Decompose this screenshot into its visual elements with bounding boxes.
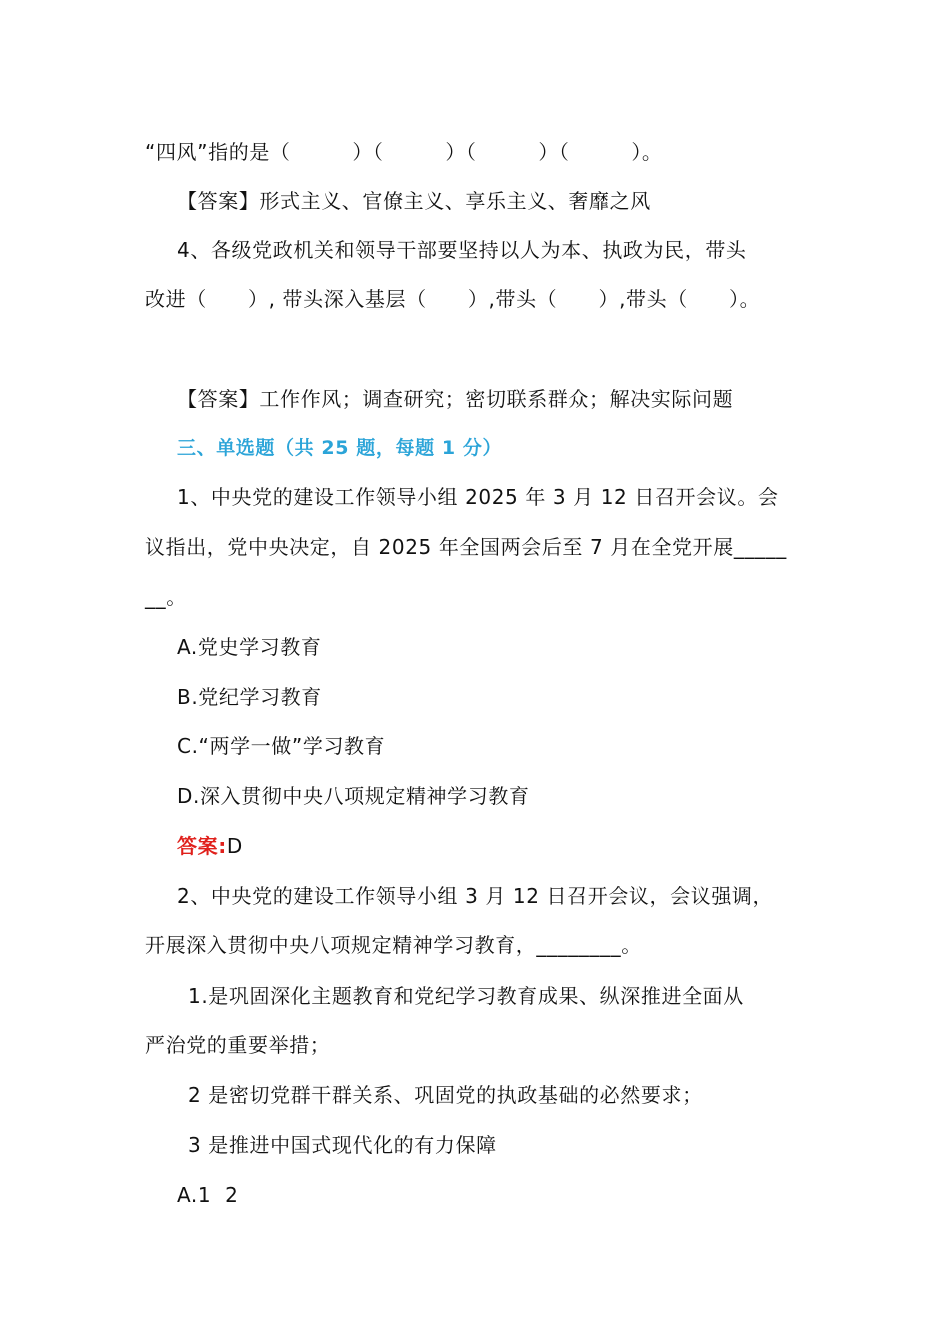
- q1-option-d: D.深入贯彻中央八项规定精神学习教育: [177, 784, 530, 808]
- four-winds-question: “四风”指的是（ ）（ ）（ ）（ ）。: [145, 140, 663, 164]
- answer-label: 答案:: [177, 834, 227, 858]
- question-4-line-2: 改进（ ）, 带头深入基层（ ）,带头（ ）,带头（ ）。: [145, 287, 761, 311]
- section-heading: 三、单选题（共 25 题，每题 1 分）: [177, 437, 503, 459]
- four-winds-answer: 【答案】形式主义、官僚主义、享乐主义、奢靡之风: [177, 189, 651, 213]
- question-4-answer: 【答案】工作作风；调查研究；密切联系群众；解决实际问题: [177, 387, 734, 411]
- answer-value: D: [226, 834, 243, 858]
- q1-stem-line-3: __。: [145, 585, 187, 609]
- q2-option-a: A.1 2: [177, 1183, 239, 1207]
- q1-option-c: C.“两学一做”学习教育: [177, 734, 386, 758]
- q1-option-a: A.党史学习教育: [177, 635, 322, 659]
- q2-statement-2: 2 是密切党群干群关系、巩固党的执政基础的必然要求；: [188, 1083, 703, 1107]
- q1-answer: [177, 833, 243, 859]
- q2-statement-3: 3 是推进中国式现代化的有力保障: [188, 1133, 497, 1157]
- q2-stem-line-1: 2、中央党的建设工作领导小组 3 月 12 日召开会议，会议强调，: [177, 884, 774, 908]
- q2-statement-1-line-2: 严治党的重要举措；: [145, 1033, 331, 1057]
- q2-statement-1-line-1: 1.是巩固深化主题教育和党纪学习教育成果、纵深推进全面从: [188, 984, 744, 1008]
- q2-stem-line-2: 开展深入贯彻中央八项规定精神学习教育，________。: [145, 933, 642, 957]
- question-4-line-1: 4、各级党政机关和领导干部要坚持以人为本、执政为民，带头: [177, 238, 747, 262]
- q1-stem-line-2: 议指出，党中央决定，自 2025 年全国两会后至 7 月在全党开展_____: [145, 535, 787, 559]
- q1-option-b: B.党纪学习教育: [177, 685, 322, 709]
- q1-stem-line-1: 1、中央党的建设工作领导小组 2025 年 3 月 12 日召开会议。会: [177, 485, 779, 509]
